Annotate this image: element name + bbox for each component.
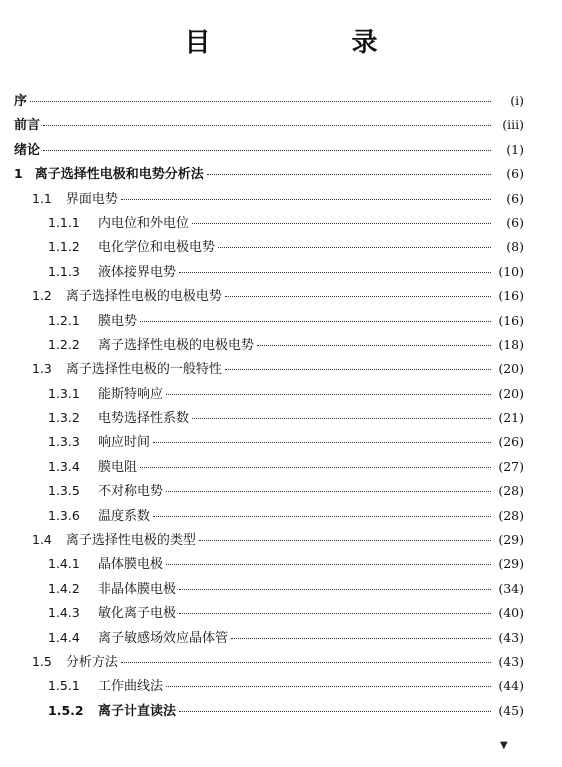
toc-entry-label: 不对称电势 [98,484,164,500]
dot-leader [192,418,491,419]
dot-leader [140,467,491,468]
toc-entry-number: 1.4.3 [48,605,80,621]
toc-entry-page: (18) [498,336,524,352]
toc-entry-label: 非晶体膜电极 [98,581,177,597]
toc-entry-label: 响应时间 [98,435,151,451]
toc-entry-page: (20) [498,361,524,377]
toc-entry-page: (6) [506,190,524,206]
toc-entry [14,310,524,334]
dot-leader [179,711,491,712]
toc-entry-page: (16) [498,288,524,304]
toc-entry-number: 1.2 [32,288,52,304]
dot-leader [207,174,491,175]
toc-entry-label: 分析方法 [65,654,118,670]
toc-entry-page: (10) [498,263,524,279]
toc-entry-number: 1.1.1 [48,214,80,230]
dot-leader [43,150,491,151]
toc-entry-label: 离子选择性电极的类型 [65,533,196,549]
toc-entry [14,553,524,577]
toc-entry-number: 1.3.3 [48,434,80,450]
toc-entry-page: (40) [498,605,524,621]
toc-entry-page: (27) [498,458,524,474]
toc-entry [14,505,524,529]
toc-entry-page: (16) [498,312,524,328]
dot-leader [166,686,491,687]
toc-entry-label: 电化学位和电极电势 [98,240,216,256]
dot-leader [218,247,491,248]
toc-entry-label: 工作曲线法 [98,679,164,695]
toc-entry [14,602,524,626]
dot-leader [179,613,491,614]
toc-entry-number: 1.3.2 [48,410,80,426]
toc-entry-label: 晶体膜电极 [98,557,164,573]
toc-entry-label: 序 [14,94,28,109]
toc-entry-page: (28) [498,507,524,523]
toc-entry-number: 1.4 [32,532,52,548]
dot-leader [179,272,491,273]
toc-entry-page: (29) [498,532,524,548]
toc-entry-label: 绪论 [14,142,41,158]
dot-leader [199,540,491,541]
toc-entry-label: 界面电势 [65,191,118,207]
dot-leader [166,564,491,565]
toc-entry [14,480,524,504]
toc-entry-number: 1.2.2 [48,336,80,352]
toc-entry-number: 1.3.5 [48,483,80,499]
toc-entry-label: 离子敏感场效应晶体管 [98,630,229,646]
toc-entry [14,163,524,187]
table-of-contents [14,90,524,724]
page-title: 目 录 [184,28,444,58]
toc-entry-number: 1.3.6 [48,507,80,523]
toc-entry-number: 1.3.1 [48,385,80,401]
toc-entry-page: (26) [498,434,524,450]
toc-entry-number: 1.5.2 [48,702,84,718]
toc-entry-label: 离子选择性电极的一般特性 [65,362,222,378]
toc-entry-page: (1) [506,141,524,157]
toc-entry-label: 内电位和外电位 [98,215,190,231]
toc-entry-page: (6) [506,166,524,182]
toc-entry-label: 温度系数 [98,508,151,524]
toc-entry-number: 1.4.4 [48,629,80,645]
toc-entry-page: (21) [498,410,524,426]
dot-leader [153,516,491,517]
toc-entry-label: 离子选择性电极和电势分析法 [34,167,204,183]
toc-entry [14,383,524,407]
toc-entry-label: 离子计直读法 [98,703,177,719]
toc-entry [14,627,524,651]
toc-entry-number: 1.5 [32,653,52,669]
toc-entry-label: 离子选择性电极的电极电势 [98,337,255,353]
toc-entry [14,675,524,699]
toc-entry [14,139,524,163]
toc-entry-number: 1.1 [32,190,52,206]
toc-entry [14,358,524,382]
toc-entry-page: (43) [498,629,524,645]
dot-leader [225,369,491,370]
toc-entry [14,236,524,260]
page-footer-mark: ▼ [500,740,508,751]
toc-entry-page: (43) [498,653,524,669]
toc-entry [14,431,524,455]
toc-entry-number: 1.2.1 [48,312,80,328]
dot-leader [166,394,491,395]
toc-entry [14,700,524,724]
toc-entry [14,212,524,236]
dot-leader [166,491,491,492]
toc-entry [14,285,524,309]
toc-entry-label: 敏化离子电极 [98,606,177,622]
toc-entry-page: (8) [506,239,524,255]
dot-leader [140,321,491,322]
toc-entry-number: 1.3.4 [48,458,80,474]
toc-entry-label: 电势选择性系数 [98,411,190,427]
toc-entry [14,529,524,553]
dot-leader [121,662,491,663]
toc-entry [14,456,524,480]
dot-leader [179,589,491,590]
toc-entry-number: 1.5.1 [48,678,80,694]
toc-entry-page: (6) [506,214,524,230]
toc-entry-number: 1.3 [32,361,52,377]
toc-entry-number: 1.4.2 [48,580,80,596]
toc-entry-label: 膜电势 [98,313,138,329]
toc-entry-page: (29) [498,556,524,572]
dot-leader [257,345,491,346]
toc-entry [14,578,524,602]
toc-entry-label: 前言 [14,118,41,134]
toc-entry-label: 能斯特响应 [98,386,164,402]
toc-entry [14,334,524,358]
dot-leader [225,296,491,297]
toc-entry [14,261,524,285]
dot-leader [43,125,491,126]
toc-entry-number: 1.4.1 [48,556,80,572]
toc-entry-label: 离子选择性电极的电极电势 [65,289,222,305]
dot-leader [153,442,491,443]
toc-entry [14,114,524,138]
toc-entry [14,90,524,114]
toc-entry-number: 1.1.2 [48,239,80,255]
toc-entry-label: 液体接界电势 [98,264,177,280]
toc-entry-page: (20) [498,385,524,401]
toc-entry-page: (34) [498,580,524,596]
dot-leader [192,223,491,224]
toc-entry [14,188,524,212]
dot-leader [121,199,491,200]
toc-entry [14,651,524,675]
toc-entry-page: (iii) [502,117,524,133]
toc-entry-page: (28) [498,483,524,499]
toc-entry [14,407,524,431]
dot-leader [231,638,491,639]
toc-entry-number: 1 [14,166,23,182]
toc-entry-label: 膜电阻 [98,459,138,475]
dot-leader [30,101,491,102]
toc-entry-number: 1.1.3 [48,263,80,279]
toc-entry-page: (i) [510,93,524,108]
toc-entry-page: (45) [498,702,524,718]
toc-entry-page: (44) [498,678,524,694]
